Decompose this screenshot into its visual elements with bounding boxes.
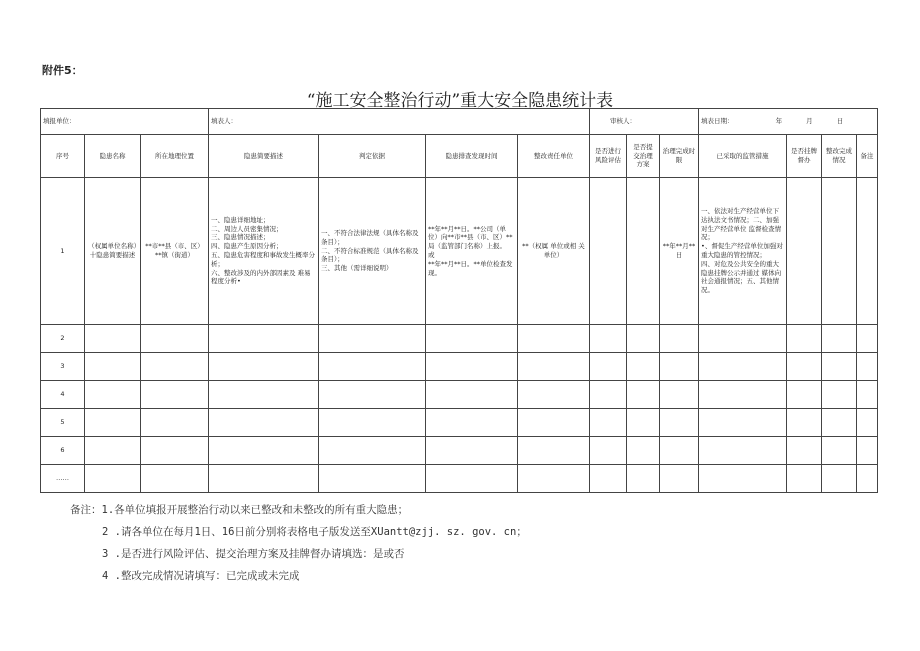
empty-cell[interactable] [627,353,660,381]
empty-cell[interactable] [660,465,699,493]
note-line: 3 .是否进行风险评估、提交治理方案及挂牌督办请填选：是或否 [102,548,405,560]
table-row [41,465,878,493]
empty-cell[interactable] [85,409,141,437]
header-cell: 隐患名称 [85,135,141,178]
note-line: 4 .整改完成情况请填写：已完成或未完成 [102,570,300,582]
empty-cell[interactable] [857,381,878,409]
row-number: 3 [41,353,85,381]
header-cell: 已采取的监管措施 [699,135,787,178]
empty-cell[interactable] [319,381,426,409]
header-cell: 备注 [857,135,878,178]
empty-cell[interactable] [857,437,878,465]
empty-cell[interactable] [85,437,141,465]
row-number: 6 [41,437,85,465]
empty-cell[interactable] [699,353,787,381]
empty-cell[interactable] [426,437,518,465]
empty-cell[interactable] [822,465,857,493]
header-cell: 整改完成情况 [822,135,857,178]
header-cell: 是否提 交治理 方案 [627,135,660,178]
empty-cell[interactable] [141,325,209,353]
empty-cell[interactable] [660,437,699,465]
header-cell: 序号 [41,135,85,178]
empty-cell[interactable] [660,325,699,353]
empty-cell[interactable] [209,409,319,437]
empty-cell[interactable] [822,325,857,353]
header-cell: 隐患简要描述 [209,135,319,178]
empty-cell[interactable] [590,437,627,465]
empty-cell[interactable] [590,325,627,353]
empty-cell[interactable] [699,465,787,493]
found-time-cell[interactable]: **年**月**日。**公司（单位）向**市**县（市、区）**局（监管部门名称）上报。 或 **年**月**日。**单位检查发现。 [426,178,518,325]
empty-cell[interactable] [787,325,822,353]
empty-cell[interactable] [209,381,319,409]
header-cell: 隐患排查发现时间 [426,135,518,178]
empty-cell[interactable] [590,381,627,409]
empty-cell[interactable] [518,381,590,409]
empty-cell[interactable] [209,325,319,353]
table-row [41,325,878,353]
empty-cell[interactable] [518,465,590,493]
measures-cell[interactable]: 一、依法对生产经营单位下达执法文书情况；二、加强对生产经营单位 监督检查情况； •、督促生产经营单位加强对重大隐患的管控情况； 四、对危及公共安全的重大隐患挂牌公示并通过 媒体向社会通报情况；五、其他情况。 [699,178,787,325]
empty-cell[interactable] [518,409,590,437]
empty-cell[interactable] [518,353,590,381]
header-cell: 是否进行风险评估 [590,135,627,178]
fill-date-field[interactable] [699,109,878,135]
empty-cell[interactable] [787,409,822,437]
empty-cell[interactable] [209,465,319,493]
empty-cell[interactable] [590,353,627,381]
empty-cell[interactable] [518,325,590,353]
empty-cell[interactable] [660,409,699,437]
deadline-cell[interactable]: **年**月**日 [660,178,699,325]
date-label: 填表日期： [701,117,734,126]
info-row [41,109,878,135]
empty-cell[interactable] [518,437,590,465]
empty-cell[interactable] [85,465,141,493]
table-row [41,409,878,437]
row-number: 4 [41,381,85,409]
empty-cell[interactable] [141,381,209,409]
row-number: …… [41,465,85,493]
notes-section [70,499,527,587]
empty-cell[interactable] [85,325,141,353]
plan-submitted-cell[interactable] [627,178,660,325]
empty-cell[interactable] [787,353,822,381]
hazard-table [40,108,878,493]
row-number: 5 [41,409,85,437]
empty-cell[interactable] [857,353,878,381]
table-row [41,437,878,465]
empty-cell[interactable] [319,325,426,353]
empty-cell[interactable] [822,381,857,409]
empty-cell[interactable] [627,325,660,353]
date-month: 月 [806,117,813,126]
header-cell: 治理完成时限 [660,135,699,178]
page-title: “施工安全整治行动”重大安全隐患统计表 [306,91,614,111]
hazard-name-cell[interactable]: （权属单位名称）十隐患简要描述 [85,178,141,325]
header-cell: 是否挂牌督办 [787,135,822,178]
empty-cell[interactable] [627,409,660,437]
supervision-cell[interactable] [787,178,822,325]
empty-cell[interactable] [426,465,518,493]
note-line: 备注：1.各单位填报开展整治行动以来已整改和未整改的所有重大隐患； [70,504,409,516]
empty-cell[interactable] [590,409,627,437]
empty-cell[interactable] [857,465,878,493]
header-row [41,135,878,178]
empty-cell[interactable] [822,437,857,465]
empty-cell[interactable] [209,437,319,465]
empty-cell[interactable] [426,353,518,381]
completion-cell[interactable] [822,178,857,325]
empty-cell[interactable] [85,353,141,381]
empty-cell[interactable] [426,381,518,409]
empty-cell[interactable] [627,381,660,409]
empty-cell[interactable] [590,465,627,493]
row-number: 1 [41,178,85,325]
remarks-cell[interactable] [857,178,878,325]
table-row [41,381,878,409]
empty-cell[interactable] [822,409,857,437]
empty-cell[interactable] [660,381,699,409]
header-cell: 判定依据 [319,135,426,178]
empty-cell[interactable] [426,325,518,353]
row-number: 2 [41,325,85,353]
empty-cell[interactable] [319,353,426,381]
empty-cell[interactable] [857,325,878,353]
empty-cell[interactable] [627,437,660,465]
empty-cell[interactable] [85,381,141,409]
empty-cell[interactable] [699,325,787,353]
empty-cell[interactable] [319,409,426,437]
empty-cell[interactable] [822,353,857,381]
empty-cell[interactable] [660,353,699,381]
empty-cell[interactable] [141,409,209,437]
date-day: 日 [836,117,844,126]
empty-cell[interactable] [141,465,209,493]
note-line: 2 .请各单位在每月1日、16日前分别将表格电子版发送至XUantt@zjj. sz. gov. cn； [102,526,527,538]
empty-cell[interactable] [319,465,426,493]
risk-assessment-cell[interactable] [590,178,627,325]
empty-cell[interactable] [787,465,822,493]
header-cell: 所在地理位置 [141,135,209,178]
fill-unit-field[interactable]: 填报单位： [41,109,209,135]
description-cell[interactable]: 一、隐患详细地址； 二、周边人员密集情况； 三、隐患情况描述； 四、隐患产生原因分析； 五、隐患危害程度和事故发生概率分析； 六、整改涉及的内外部因素及 难易程度分析• [209,178,319,325]
attachment-label: 附件5： [42,64,83,77]
empty-cell[interactable] [141,353,209,381]
filler-field[interactable]: 填表人： [209,109,590,135]
table-row [41,353,878,381]
empty-cell[interactable] [209,353,319,381]
empty-cell[interactable] [857,409,878,437]
empty-cell[interactable] [787,437,822,465]
empty-cell[interactable] [699,381,787,409]
header-cell: 整改责任单位 [518,135,590,178]
empty-cell[interactable] [699,437,787,465]
empty-cell[interactable] [319,437,426,465]
empty-cell[interactable] [699,409,787,437]
date-year: 年 [775,117,783,126]
table-row [41,178,878,325]
empty-cell[interactable] [627,465,660,493]
empty-cell[interactable] [426,409,518,437]
reviewer-field[interactable]: 审核人： [590,109,699,135]
responsible-unit-cell[interactable]: **（权属 单位或相 关单位） [518,178,590,325]
basis-cell[interactable]: 一、不符合法律法规（具体名称及条目）； 二、不符合标准规范（具体名称及条目）； 三、其他（需详细说明） [319,178,426,325]
location-cell[interactable]: **市**县（市、区）**镇（街道） [141,178,209,325]
empty-cell[interactable] [787,381,822,409]
empty-cell[interactable] [141,437,209,465]
